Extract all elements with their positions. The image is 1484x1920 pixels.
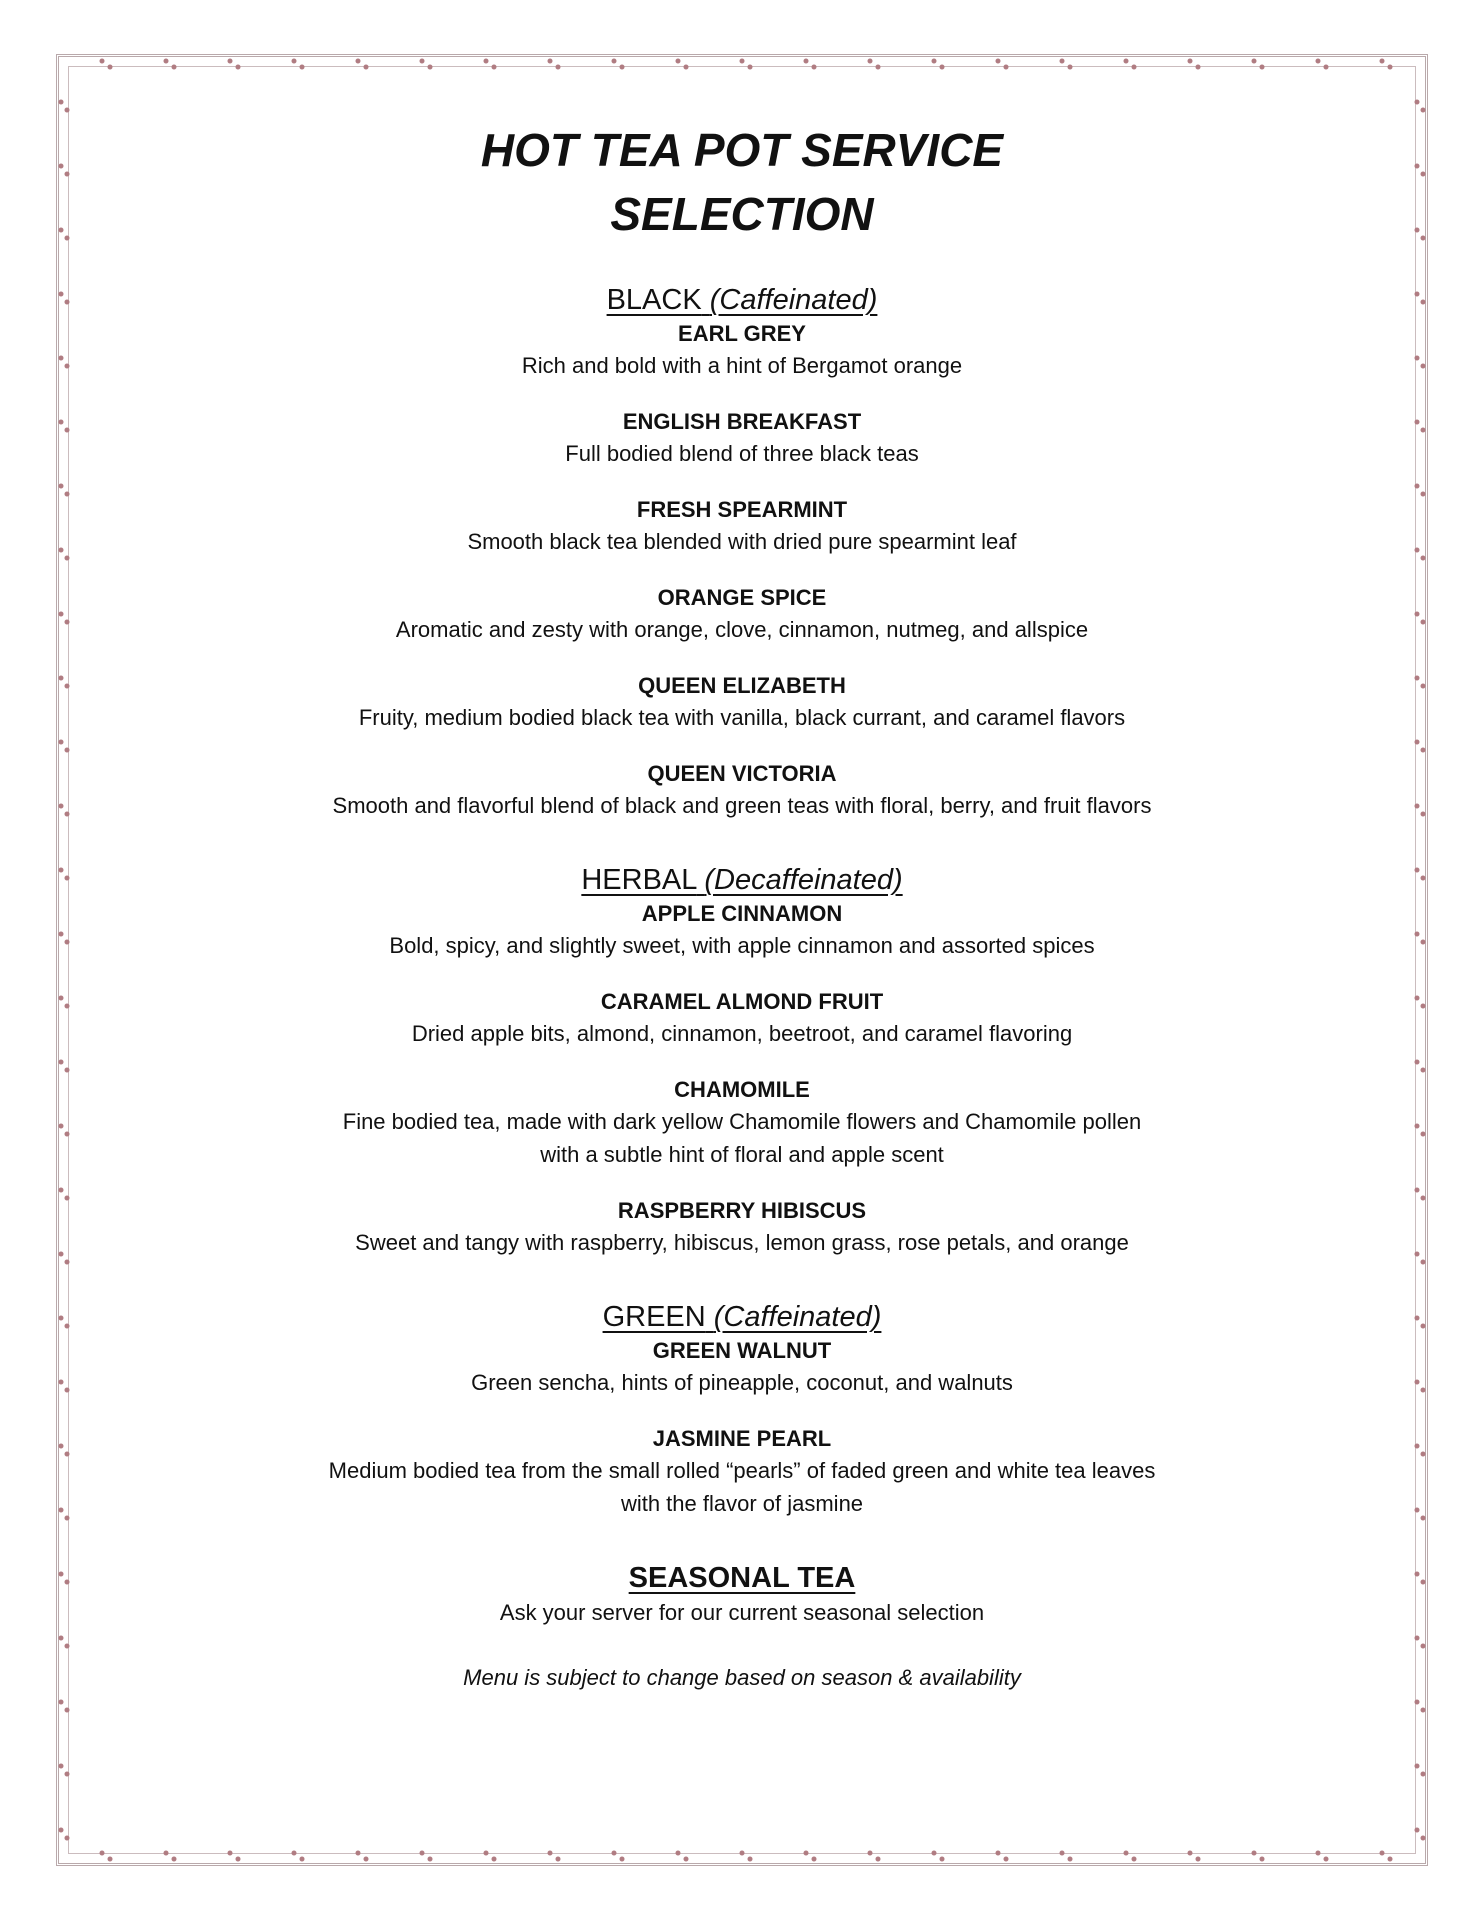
tea-item-name: ENGLISH BREAKFAST [622,409,862,434]
menu-title [100,118,1384,246]
tea-item-name: ORANGE SPICE [657,585,827,610]
seasonal-description: Ask your server for our current seasonal selection [499,1600,985,1625]
tea-item-name: RASPBERRY HIBISCUS [617,1198,867,1223]
tea-item-description: Smooth black tea blended with dried pure spearmint leaf [467,529,1017,554]
tea-item-description: Rich and bold with a hint of Bergamot orange [521,353,963,378]
tea-item [100,1423,1384,1520]
tea-item-description: Full bodied blend of three black teas [565,441,919,466]
tea-item-description: Sweet and tangy with raspberry, hibiscus, lemon grass, rose petals, and orange [355,1230,1129,1255]
tea-item-description: with a subtle hint of floral and apple scent [540,1142,944,1167]
tea-item-name: JASMINE PEARL [652,1426,832,1451]
tea-item-description: Smooth and flavorful blend of black and green teas with floral, berry, and fruit flavors [332,793,1152,818]
menu-title-line-1: HOT TEA POT SERVICE [480,124,1004,176]
tea-item [100,406,1384,470]
tea-item-description: Bold, spicy, and slightly sweet, with apple cinnamon and assorted spices [389,933,1095,958]
tea-item [100,318,1384,382]
menu-content [100,118,1384,1694]
tea-item-description: Medium bodied tea from the small rolled “pearls” of faded green and white tea leaves [328,1458,1156,1483]
section-heading-note: (Decaffeinated) [704,864,903,896]
tea-item-name: GREEN WALNUT [652,1338,832,1363]
section-heading [100,862,1384,898]
tea-sections [100,282,1384,1520]
tea-item [100,1335,1384,1399]
menu-footnote: Menu is subject to change based on season & availability [463,1665,1021,1690]
tea-section-herbal [100,862,1384,1259]
section-heading-name: GREEN [602,1301,706,1333]
tea-item-name: CARAMEL ALMOND FRUIT [600,989,884,1014]
tea-item-name: CHAMOMILE [674,1077,810,1102]
tea-item [100,1195,1384,1259]
menu-title-line-2: SELECTION [610,188,874,240]
section-heading-note: (Caffeinated) [709,284,878,316]
section-heading-note: (Caffeinated) [713,1301,882,1333]
tea-item [100,898,1384,962]
seasonal-section [100,1560,1384,1629]
tea-section-black [100,282,1384,822]
section-heading [100,282,1384,318]
section-heading-name: BLACK [606,284,702,316]
section-heading-name: HERBAL [581,864,697,896]
tea-item-name: APPLE CINNAMON [641,901,843,926]
tea-item [100,494,1384,558]
section-heading [100,1299,1384,1335]
tea-item-description: Fine bodied tea, made with dark yellow Chamomile flowers and Chamomile pollen [342,1109,1142,1134]
tea-item-description: Fruity, medium bodied black tea with vanilla, black currant, and caramel flavors [358,705,1126,730]
tea-item-description: Green sencha, hints of pineapple, coconut, and walnuts [471,1370,1013,1395]
tea-item-description: Dried apple bits, almond, cinnamon, beetroot, and caramel flavoring [411,1021,1073,1046]
tea-item [100,758,1384,822]
tea-section-green [100,1299,1384,1520]
tea-item-name: FRESH SPEARMINT [636,497,848,522]
tea-item-name: QUEEN VICTORIA [647,761,837,786]
tea-item [100,582,1384,646]
tea-item-name: EARL GREY [678,321,806,346]
tea-item [100,670,1384,734]
seasonal-heading: SEASONAL TEA [628,1562,856,1594]
tea-item-description: Aromatic and zesty with orange, clove, cinnamon, nutmeg, and allspice [395,617,1089,642]
tea-item-name: QUEEN ELIZABETH [638,673,846,698]
tea-item-description: with the flavor of jasmine [620,1491,864,1516]
tea-item [100,986,1384,1050]
tea-item [100,1074,1384,1171]
